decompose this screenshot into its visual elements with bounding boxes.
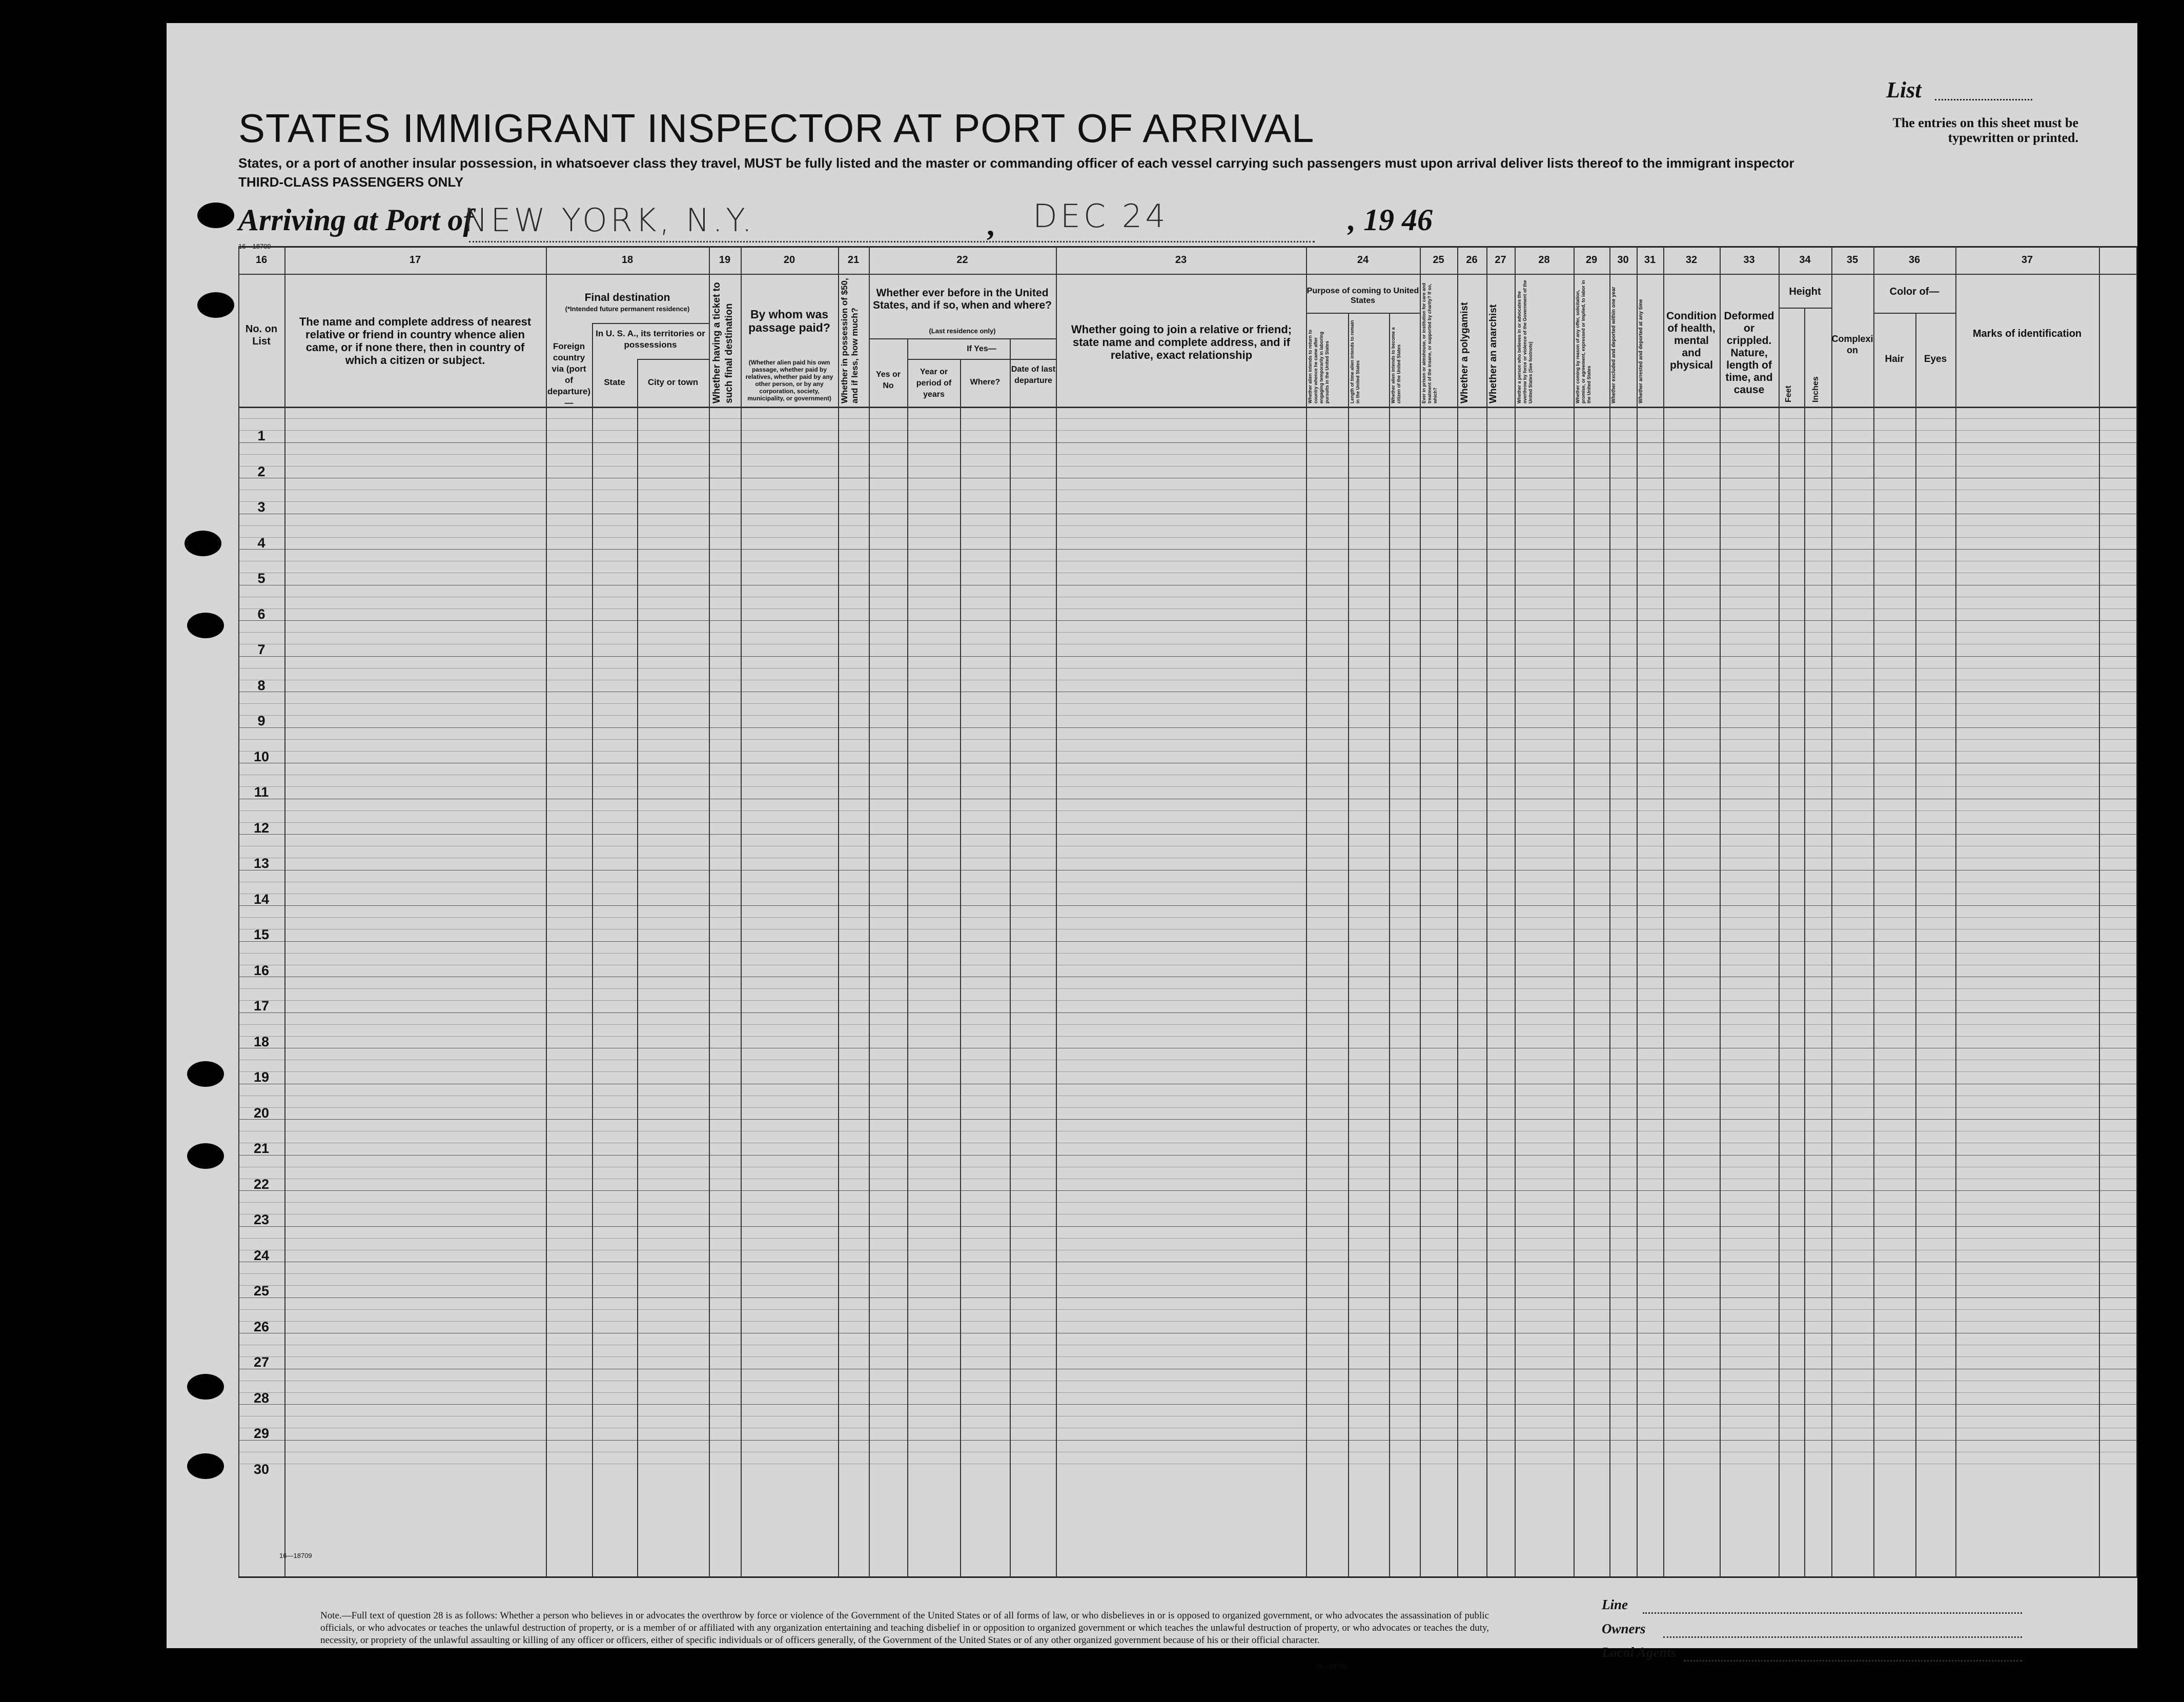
header-anarchist: Whether an anarchist [1488,304,1499,403]
row-number: 21 [253,1141,270,1156]
col-divider [1804,308,1805,1576]
header-join-relative: Whether going to join a relative or friend; state name and complete address, and if relative, exact relationship [1071,323,1292,361]
subheader-rule [907,359,1056,360]
binder-hole [187,1453,224,1479]
row-number: 23 [253,1212,270,1227]
form-number-bottom: 16—18709 [1315,1663,1348,1670]
header-state: State [604,377,625,387]
header-date-departure: Date of last departure [1011,365,1056,385]
ruled-line [238,703,2137,704]
col-divider [592,323,593,1576]
column-number: 29 [1585,254,1598,266]
header-where: Where? [970,378,1001,387]
ruled-line [238,786,2137,787]
column-number: 35 [1846,254,1859,266]
header-city: City or town [647,377,699,387]
column-number: 27 [1495,254,1506,266]
ruled-line [238,1036,2137,1037]
column-number: 24 [1357,254,1369,266]
col-divider [869,246,870,1576]
instructions-text: States, or a port of another insular possession, in whatsoever class they travel, MUST be fully listed and the master or commanding officer of each vessel carrying such passengers must upon arrival deliver lists thereof to the immigrant inspector [238,155,1794,171]
ruled-line [238,1155,2137,1156]
col-divider [1010,338,1011,1576]
column-number: 16 [255,254,268,266]
column-number: 26 [1466,254,1478,266]
column-number: 32 [1685,254,1698,266]
row-number: 3 [257,499,266,515]
col-divider [1306,246,1307,1576]
col-divider [1915,313,1916,1576]
row-number: 25 [253,1283,270,1299]
col-divider [1779,246,1780,1576]
header-last-residence: (Last residence only) [929,327,996,335]
column-number: 17 [409,254,421,266]
header-ever-before: Whether ever before in the United States, and if so, when and where? [873,287,1052,311]
row-number: 8 [257,677,266,693]
ruled-line [238,739,2137,740]
ruled-line [238,418,2137,419]
ruled-line [238,501,2137,502]
binder-hole [187,1143,224,1169]
col-divider [1955,246,1956,1576]
ruled-line [238,1309,2137,1310]
ruled-line [238,1202,2137,1203]
column-number: 30 [1617,254,1629,266]
header-final-destination: Final destination [584,292,670,303]
col-divider [960,359,961,1576]
ruled-line [238,1404,2137,1405]
header-height: Height [1789,286,1821,297]
ruled-line [238,1440,2137,1441]
ruled-line [238,442,2137,443]
column-number: 25 [1433,254,1444,266]
row-number: 22 [253,1176,270,1192]
ruled-line [238,1000,2137,1001]
subheader-rule [1873,313,1955,314]
ruled-line [238,727,2137,728]
row-number: 28 [253,1390,270,1406]
ruled-line [238,751,2137,752]
list-label: List [1886,77,1922,103]
owners-label: Owners [1602,1621,1646,1636]
entries-note: The entries on this sheet must be typewritten or printed. [1892,115,2078,145]
ruled-line [238,1356,2137,1357]
row-number: 17 [253,998,270,1014]
manifest-table [238,246,2137,1576]
row-number: 2 [257,463,266,479]
col-divider [1637,246,1638,1576]
column-number: 21 [847,254,860,266]
row-number: 10 [253,748,270,764]
form-number-inline: 16—18709 [279,1552,312,1559]
ruled-line [238,715,2137,716]
ruled-line [238,1024,2137,1025]
column-number-rule [238,274,2137,275]
ruled-line [238,1071,2137,1072]
ruled-line [238,454,2137,455]
header-hair: Hair [1885,354,1904,364]
col-divider [1389,313,1390,1576]
binder-hole [187,1061,224,1087]
header-arrested: Whether arrested and deported at any time [1638,299,1644,403]
binder-hole [197,202,234,228]
column-number: 18 [621,254,634,266]
col-divider [284,246,285,1576]
row-number: 13 [253,856,270,871]
port-field[interactable]: NEW YORK, N.Y. [464,201,756,239]
header-purpose-c: Whether alien intends to become a citizen of the United States [1391,327,1401,403]
row-number: 16 [253,962,270,978]
col-divider [546,246,547,1576]
header-feet: Feet [1784,386,1793,402]
header-ticket: Whether having a ticket to such final destination [711,282,734,403]
date-field[interactable]: DEC 24 [1033,197,1169,235]
header-overthrow: Whether a person who believes in or advocates the overthrow by force or violence of the Government of the United States (See footnote) [1517,280,1533,403]
header-foreign-country: Foreign country via (port of departure)— [547,341,591,408]
ruled-line [238,537,2137,538]
subheader-rule [592,323,709,324]
column-number: 23 [1175,254,1187,266]
ruled-line [238,1190,2137,1191]
col-divider [1515,246,1516,1576]
ruled-line [238,822,2137,823]
ruled-line [238,430,2137,431]
col-divider [741,246,742,1576]
col-divider [1056,246,1057,1576]
row-number: 30 [253,1461,270,1477]
col-divider [637,359,638,1576]
row-number: 9 [257,713,266,728]
col-divider [907,338,908,1576]
header-complexion: Complexion [1831,334,1873,355]
header-passage-note: (Whether alien paid his own passage, whether paid by relatives, whether paid by any other person, or by any corporation, society, municipality, or government) [745,359,833,402]
col-divider [1457,246,1458,1576]
header-color: Color of— [1889,286,1940,297]
comma: , [987,208,994,242]
col-divider [1663,246,1664,1576]
ruled-line [238,1226,2137,1227]
header-passage-paid: By whom was passage paid? [748,308,830,334]
local-agents-field[interactable] [1684,1660,2022,1662]
header-list-number: No. on List [245,323,278,347]
col-divider [2099,246,2100,1576]
list-number-field[interactable] [1935,99,2032,100]
row-number: 14 [253,891,270,907]
subheader-rule [1306,313,1420,314]
ruled-line [238,525,2137,526]
column-number: 22 [956,254,968,266]
header-fifty-dollars: Whether in possession of $50, and if less, how much? [840,278,860,403]
column-number: 19 [719,254,731,266]
header-purpose-a: Whether alien intends to return to country whence he came after engaging temporarily in laboring pursuits in the United States [1308,329,1330,403]
header-inches: Inches [1811,376,1820,402]
ruled-line [238,549,2137,550]
ruled-line [238,466,2137,467]
col-divider [1831,246,1832,1576]
ruled-line [238,1285,2137,1286]
header-marks: Marks of identification [1972,328,2082,339]
col-divider [1574,246,1575,1576]
page-title: STATES IMMIGRANT INSPECTOR AT PORT OF ARRIVAL [238,106,1315,151]
header-in-usa: In U. S. A., its territories or possessions [596,329,705,350]
binder-hole [187,613,224,638]
row-number: 27 [253,1354,270,1370]
binder-hole [197,292,234,318]
subheader-rule [869,338,1056,339]
header-relative-address: The name and complete address of nearest relative or friend in country whence alien came, or if none there, then in country of which a citizen or subject. [299,315,532,367]
header-health: Condition of health, mental and physical [1666,310,1717,371]
row-number: 11 [254,784,269,800]
ruled-line [238,656,2137,657]
passenger-class-text: THIRD-CLASS PASSENGERS ONLY [238,174,464,190]
ruled-line [238,620,2137,621]
ruled-line [238,988,2137,989]
header-if-yes: If Yes— [967,345,996,353]
date-line [1007,241,1315,242]
header-yes-no: Yes or No [875,370,901,390]
row-number: 24 [253,1247,270,1263]
header-purpose-b: Length of time alien intends to remain in the United States [1350,320,1360,403]
row-number: 15 [253,927,270,942]
col-divider [1486,246,1487,1576]
ruled-line [238,917,2137,918]
subheader-rule [637,359,709,360]
manifest-sheet [167,23,2137,1670]
line-label: Line [1602,1597,1628,1612]
row-number: 1 [257,428,266,443]
ruled-line [238,834,2137,835]
line-field[interactable] [1643,1612,2022,1614]
col-divider [238,246,239,1576]
local-agents-label: Local Agents [1602,1645,1677,1660]
ruled-line [238,941,2137,942]
row-number: 18 [253,1034,270,1049]
col-divider [2136,246,2137,1576]
row-number: 5 [257,571,266,586]
header-deformed: Deformed or crippled. Nature, length of time, and cause [1724,310,1774,396]
header-final-destination-note: (*Intended future permanent residence) [565,305,690,313]
column-number: 28 [1538,254,1550,266]
ruled-line [238,1012,2137,1013]
ruled-line [238,1321,2137,1322]
column-number: 31 [1644,254,1656,266]
ruled-line [238,1392,2137,1393]
column-number: 36 [1908,254,1921,266]
ruled-line [238,1238,2137,1239]
row-number: 29 [253,1426,270,1441]
row-number: 19 [253,1069,270,1085]
subheader-rule [1779,308,1831,309]
footnote: Note.—Full text of question 28 is as follows: Whether a person who believes in or advocates the overthrow by force or violence of the Government of the United States or of all forms of law, or who disbelieves in or is opposed to organized government, or who advocates the assassination of public officials, or who advocates or teaches the unlawful destruction of property, or is a member of or affiliated with any organization entertaining and teaching disbelief in or opposition to organized government or which teaches the unlawful destruction of property, or who advocates or teaches the duty, necessity, or propriety of the unlawful assaulting or killing of any officer or officers, either of specific individuals or of officers generally, of the Government of the United States or of any other organized government because of his or their official character. [320,1610,1489,1646]
col-divider [1873,246,1874,1576]
column-number: 34 [1799,254,1811,266]
ruled-line [238,905,2137,906]
row-number: 6 [257,606,266,622]
owners-field[interactable] [1663,1636,2022,1638]
arriving-label: Arriving at Port of [238,203,474,237]
col-divider [1420,246,1421,1576]
header-prison: Ever in prison or almshouse, or institution for care and treatment of the insane, or supported by charity? If so, which? [1421,282,1438,403]
header-purpose: Purpose of coming to United States [1307,287,1419,305]
column-number: 37 [2021,254,2033,266]
col-divider [1609,246,1610,1576]
column-number: 33 [1743,254,1755,266]
row-number: 20 [253,1105,270,1121]
ruled-line [238,1273,2137,1274]
col-divider [838,246,839,1576]
form-number-top: 16—18709 [238,242,271,250]
row-number: 12 [253,820,270,836]
header-labor-offer: Whether coming by reason of any offer, solicitation, promise, or agreement, expressed or implied, to labor in the United States [1575,280,1591,403]
column-number: 20 [783,254,795,266]
table-bottom-rule [238,1576,2137,1578]
col-divider [1348,313,1349,1576]
col-divider [709,246,710,1576]
ruled-line [238,632,2137,633]
header-eyes: Eyes [1924,354,1947,364]
ruled-line [238,953,2137,954]
header-excluded: Whether excluded and deported within one year [1611,287,1617,403]
ruled-line [238,1119,2137,1120]
row-number: 4 [257,535,266,551]
ruled-line [238,1107,2137,1108]
year-field[interactable]: , 19 46 [1348,203,1433,237]
header-year: Year or period of years [916,368,952,399]
row-number: 26 [253,1319,270,1334]
col-divider [1720,246,1721,1576]
header-polygamist: Whether a polygamist [1459,302,1470,403]
row-number: 7 [257,642,266,657]
binder-hole [187,1374,224,1400]
binder-hole [185,531,221,556]
